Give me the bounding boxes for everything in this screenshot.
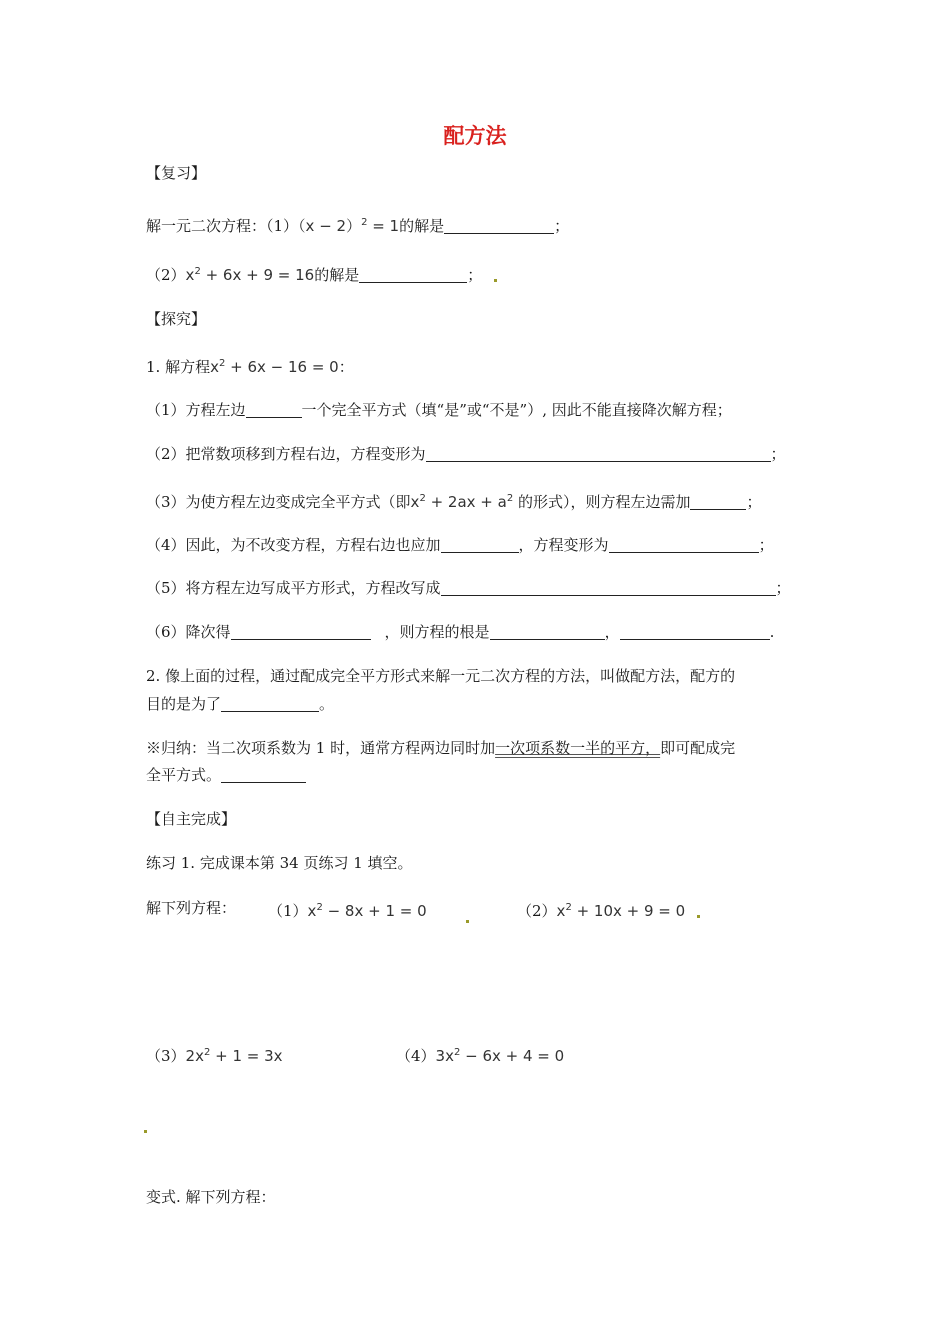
p3-label: （3） [146,1047,186,1065]
p1-rest: − 8x + 1 = 0 [322,902,427,920]
step4-text-b: ，方程变形为 [518,536,609,554]
explore-item-1 [146,354,354,377]
p2-rest: + 10x + 9 = 0 [571,902,686,920]
exercise-1: 练习 1. 完成课本第 34 页练习 1 填空。 [146,854,413,872]
item2-end: 。 [319,695,335,713]
explore-item-2-line-1: 2. 像上面的过程，通过配成完全平方形式来解一元二次方程的方法，叫做配方法，配方的 [146,667,736,685]
q2-prefix: （2） [146,266,186,284]
step-1 [146,400,732,420]
q1-exponent: 2 [361,217,368,228]
q2-x: x [185,266,195,284]
p1-exponent: 2 [316,902,323,913]
step6-blank-3[interactable] [620,623,770,640]
step1-text-b: 一个完全平方式（填“是”或“不是”）, 因此不能直接降次解方程； [301,401,732,419]
p4-rest: − 6x + 4 = 0 [460,1047,565,1065]
step-2 [146,444,786,464]
item1-rest: + 6x − 16 = 0 [225,358,339,376]
step4-blank-1[interactable] [441,536,519,553]
step-4 [146,535,774,555]
p3-exponent: 2 [203,1047,211,1058]
step3-mid: + 2ax + a [425,493,507,511]
page-title: 配方法 [443,124,507,148]
step4-end: ； [758,536,774,554]
step4-text-a: （4）因此，为不改变方程，方程右边也应加 [146,536,441,554]
step3-exponent-2: 2 [506,493,514,504]
step3-blank[interactable] [690,493,746,510]
review-heading: 【复习】 [146,164,207,182]
problem-1 [268,898,427,921]
summary-blank[interactable] [221,766,306,783]
step6-text-b: ，则方程的根是 [384,623,490,641]
p1-label: （1） [268,902,308,920]
problem-3 [146,1043,283,1066]
p4-label: （4） [396,1047,436,1065]
q1-end: ； [554,217,570,235]
step6-end: . [769,623,775,641]
q2-rest: + 6x + 9 = 16 [200,266,315,284]
mark-dot-3 [697,915,700,918]
q2-suffix: 的解是 [314,266,360,284]
item1-exponent: 2 [218,358,226,369]
item2-text: 目的是为了 [146,695,222,713]
step-3 [146,489,762,512]
summary-line-2 [146,765,306,785]
step2-blank[interactable] [426,445,771,462]
p2-x: x [556,902,566,920]
p2-exponent: 2 [565,902,572,913]
item1-end: ： [338,358,354,376]
q2-exponent: 2 [194,266,201,277]
item1-x: x [210,358,219,376]
q1-suffix: 的解是 [399,217,445,235]
variant-label: 变式. 解下列方程： [146,1188,276,1206]
explore-item-2-line-2 [146,694,334,714]
step3-text-a: （3）为使方程左边变成完全平方式（即 [146,493,411,511]
q2-end: ； [467,266,483,284]
p2-label: （2） [517,902,557,920]
step-6 [146,622,774,642]
self-heading: 【自主完成】 [146,810,237,828]
step6-text-a: （6）降次得 [146,623,231,641]
step2-text: （2）把常数项移到方程右边，方程变形为 [146,445,426,463]
step3-x: x [410,493,420,511]
mark-dot [494,279,497,282]
summary-line-1 [146,738,735,758]
mark-dot-4 [142,1116,149,1136]
step6-blank-2[interactable] [490,623,605,640]
p3-rest: + 1 = 3x [210,1047,283,1065]
step6-text-c: ， [604,623,620,641]
step5-end: ； [775,579,791,597]
q1-math: （x − 2） [298,217,362,235]
q1-answer-blank[interactable] [444,217,554,234]
step1-text-a: （1）方程左边 [146,401,246,419]
step2-end: ； [770,445,786,463]
step3-end: ； [746,493,762,511]
q1-prefix: 解一元二次方程：（1） [146,217,299,235]
q2-answer-blank[interactable] [359,266,467,283]
q1-equals: = 1 [367,217,400,235]
step5-text: （5）将方程左边写成平方形式，方程改写成 [146,579,441,597]
item2-blank[interactable] [221,695,319,712]
summary-text-c: 全平方式。 [146,766,222,784]
p4-x: 3x [435,1047,454,1065]
step6-blank-1[interactable] [231,623,371,640]
item1-prefix: 1. 解方程 [146,358,211,376]
step1-blank[interactable] [246,401,302,418]
step3-text-b: 的形式），则方程左边需加 [513,493,691,511]
explore-heading: 【探究】 [146,310,207,328]
review-question-2 [146,262,499,285]
mark-dot-2 [464,906,471,926]
summary-text-a: ※归纳：当二次项系数为 1 时，通常方程两边同时加 [146,739,496,757]
problem-4 [396,1043,564,1066]
solve-label: 解下列方程： [146,899,237,917]
step5-blank[interactable] [441,579,776,596]
review-question-1 [146,213,569,236]
p4-exponent: 2 [453,1047,461,1058]
summary-underlined: 一次项系数一半的平方， [495,739,661,757]
p1-x: x [307,902,317,920]
summary-text-b: 即可配成完 [660,739,736,757]
p3-x: 2x [185,1047,204,1065]
problem-2 [517,898,702,921]
step4-blank-2[interactable] [609,536,759,553]
step-5 [146,578,791,598]
step3-exponent-1: 2 [419,493,426,504]
